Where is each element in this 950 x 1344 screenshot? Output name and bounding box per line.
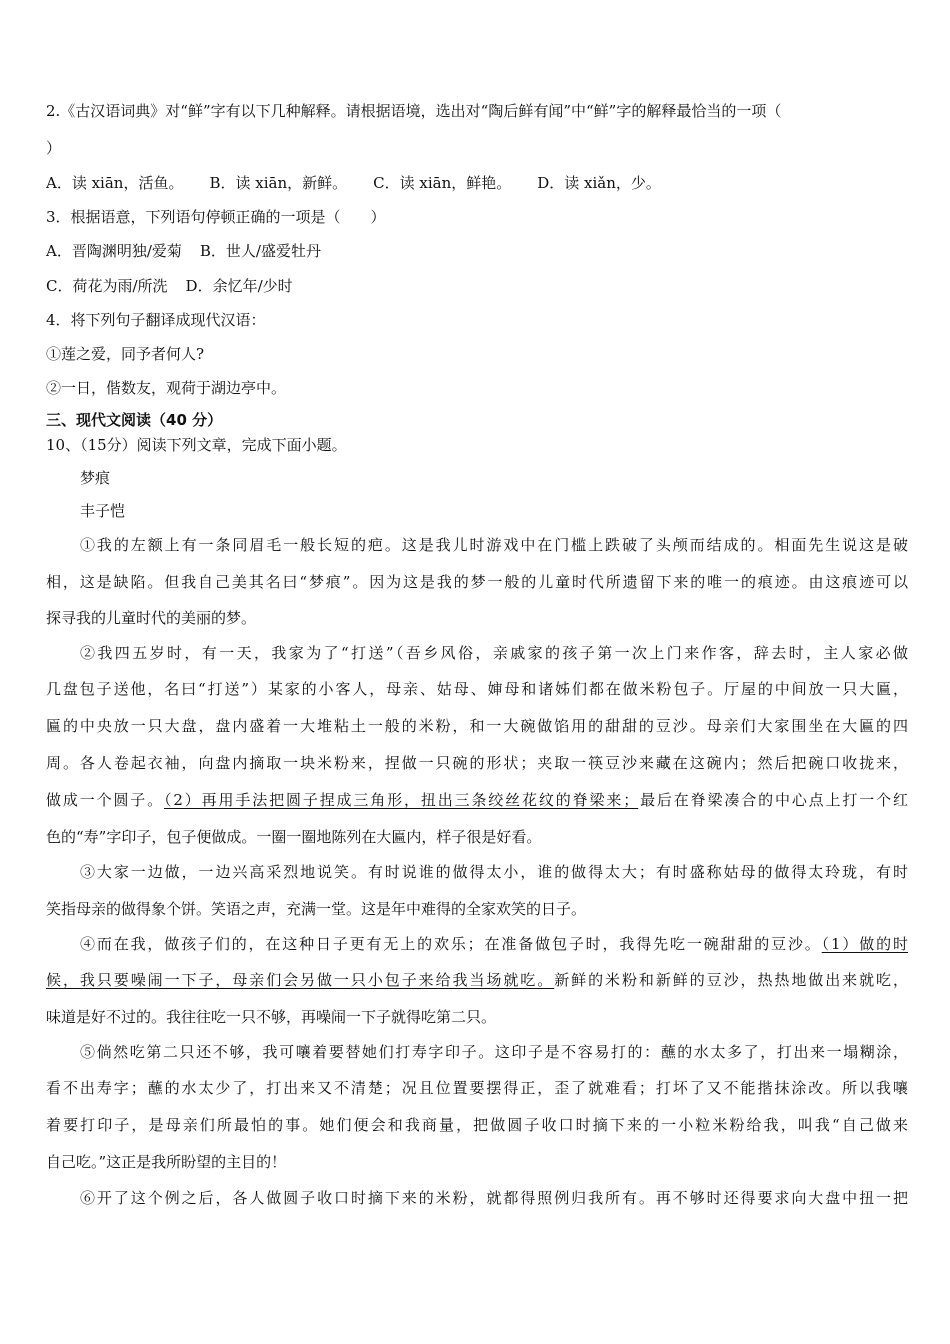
p5-line2: 看不出寿字；蘸的水太少了，打出来又不清楚；况且位置要摆得正，歪了就难看；打坏了又不能揩抹涂改。所以我嚷 xyxy=(46,1079,908,1097)
q2-option-b: B．读 xiān，新鲜。 xyxy=(209,174,348,192)
p2-line4: 周。各人卷起衣袖，向盘内摘取一块米粉来，捏做一只碗的形状；夹取一筷豆沙来藏在这碗内；然后把碗口收拢来， xyxy=(46,754,908,772)
p4-line1 xyxy=(46,933,908,955)
q2-option-d: D．读 xiǎn，少。 xyxy=(537,174,661,192)
p5-line3: 着要打印子，是母亲们所最怕的事。她们便会和我商量，把做圆子收口时摘下来的一小粒米粉给我，叫我“自己做来 xyxy=(46,1116,908,1134)
q4-item-2: ②一日，偕数友，观荷于湖边亭中。 xyxy=(46,379,287,397)
q2-option-c: C．读 xiān，鲜艳。 xyxy=(373,174,512,192)
p2-line6: 色的“寿”字印子，包子便做成。一圈一圈地陈列在大匾内，样子很是好看。 xyxy=(46,828,542,846)
p2-line5 xyxy=(46,789,908,811)
q3-option-a: A．晋陶渊明独/爱菊 xyxy=(46,242,182,260)
q3-option-b: B．世人/盛爱牡丹 xyxy=(199,242,321,260)
p4-line3: 味道是好不过的。我往往吃一只不够，再噪闹一下子就得吃第二只。 xyxy=(46,1008,497,1026)
q2-stem-line1: 2.《古汉语词典》对“鲜”字有以下几种解释。请根据语境，选出对“陶后鲜有闻”中“鲜”字的解释最恰当的一项（ xyxy=(46,102,782,120)
q3-options-row1 xyxy=(46,240,908,262)
p4-line1-text: ④而在我，做孩子们的，在这种日子更有无上的欢乐；在准备做包子时，我得先吃一碗甜甜的豆沙。 xyxy=(80,935,822,953)
q2-option-a: A．读 xiān，活鱼。 xyxy=(46,174,184,192)
article-title: 梦痕 xyxy=(80,469,111,487)
underlined-sentence-2: （2）再用手法把圆子捏成三角形，扭出三条绞丝花纹的脊梁来； xyxy=(164,791,639,809)
underlined-sentence-1-start: （1）做的时 xyxy=(821,935,908,953)
p2-line1: ②我四五岁时，有一天，我家为了“打送”（吾乡风俗，亲戚家的孩子第一次上门来作客，辞去时，主人家必做 xyxy=(80,644,908,662)
p3-line1: ③大家一边做，一边兴高采烈地说笑。有时说谁的做得太小，谁的做得太大；有时盛称姑母的做得太玲珑，有时 xyxy=(80,863,908,881)
p2-line5-text-a: 做成一个圆子。 xyxy=(46,791,165,809)
p4-line2-text: 新鲜的米粉和新鲜的豆沙，热热地做出来就吃， xyxy=(554,971,908,989)
q4-stem: 4．将下列句子翻译成现代汉语： xyxy=(46,311,266,329)
p4-line2 xyxy=(46,969,908,991)
p6-line1: ⑥开了这个例之后，各人做圆子收口时摘下来的米粉，就都得照例归我所有。再不够时还得要求向大盘中扭一把 xyxy=(80,1189,908,1207)
q3-option-d: D．余忆年/少时 xyxy=(185,277,293,295)
article-author: 丰子恺 xyxy=(80,502,126,520)
q3-option-c: C．荷花为雨/所洗 xyxy=(46,277,168,295)
q10-stem: 10、（15分）阅读下列文章，完成下面小题。 xyxy=(46,436,347,454)
p3-line2: 笑指母亲的做得象个饼。笑语之声，充满一堂。这是年中难得的全家欢笑的日子。 xyxy=(46,900,587,918)
p2-line2: 几盘包子送他，名曰“打送”）某家的小客人，母亲、姑母、婶母和诸姊们都在做米粉包子。厅屋的中间放一只大匾， xyxy=(46,680,908,698)
underlined-sentence-1-end: 候，我只要噪闹一下子，母亲们会另做一只小包子来给我当场就吃。 xyxy=(46,971,555,989)
q2-options xyxy=(46,172,908,194)
q3-options-row2 xyxy=(46,275,908,297)
p2-line3: 匾的中央放一只大盘，盘内盛着一大堆粘土一般的米粉，和一大碗做馅用的甜甜的豆沙。母亲们大家围坐在大匾的四 xyxy=(46,717,908,735)
p1-line2: 相，这是缺陷。但我自己美其名曰“梦痕”。因为这是我的梦一般的儿童时代所遗留下来的唯一的痕迹。由这痕迹可以 xyxy=(46,573,908,591)
p1-line3: 探寻我的儿童时代的美丽的梦。 xyxy=(46,609,257,627)
q2-stem-line2: ） xyxy=(46,139,62,157)
q3-stem: 3．根据语意，下列语句停顿正确的一项是（ ） xyxy=(46,208,386,226)
p5-line4: 自己吃。”这正是我所盼望的主目的！ xyxy=(46,1153,287,1171)
p2-line5-text-b: 最后在脊梁凑合的中心点上打一个红 xyxy=(638,791,908,809)
p5-line1: ⑤倘然吃第二只还不够，我可嚷着要替她们打寿字印子。这印子是不容易打的：蘸的水太多了，打出来一塌糊涂， xyxy=(80,1043,908,1061)
section-heading: 三、现代文阅读（40 分） xyxy=(46,411,223,429)
q4-item-1: ①莲之爱，同予者何人? xyxy=(46,345,205,363)
p1-line1: ①我的左额上有一条同眉毛一般长短的疤。这是我儿时游戏中在门槛上跌破了头颅而结成的。相面先生说这是破 xyxy=(80,536,908,554)
